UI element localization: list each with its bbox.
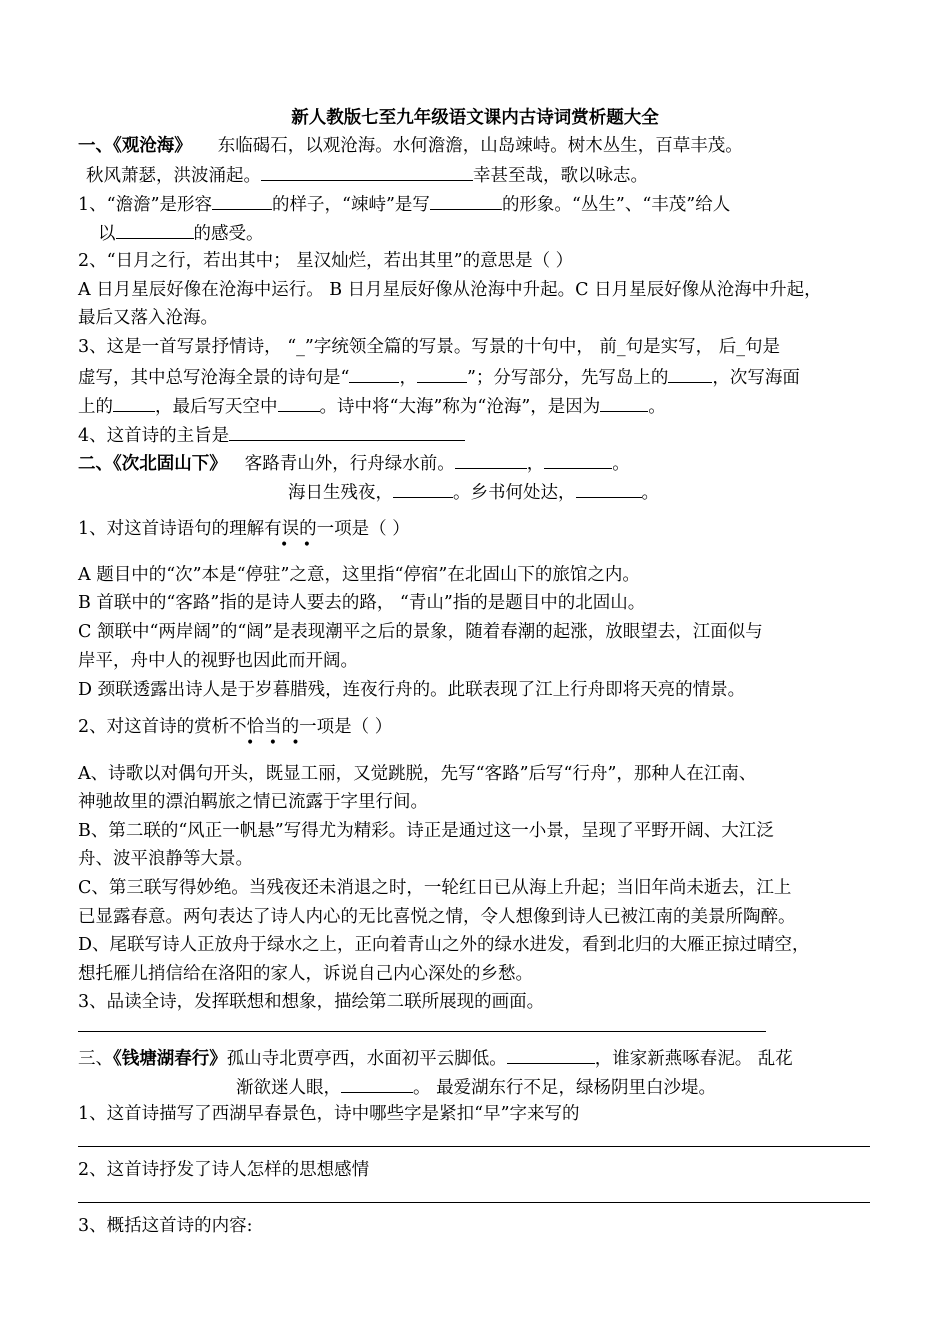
- s1-number: 一、: [78, 136, 113, 156]
- s1-q3-line3: 上的 ，最后写天空中 。诗中将“大海”称为“沧海”，是因为 。: [78, 391, 666, 421]
- s1-q3-line2: 虚写，其中总写沧海全景的诗句是“ ， ”；分写部分，先写岛上的 ，次写海面: [78, 362, 800, 392]
- blank[interactable]: [668, 362, 712, 383]
- s2-q1-option-c-cont: 岸平，舟中人的视野也因此而开阔。: [78, 651, 358, 671]
- document-title: 新人教版七至九年级语文课内古诗词赏析题大全: [291, 108, 659, 128]
- s2-poem-title: 《次北固山下》: [113, 454, 227, 474]
- s3-q1: 1、这首诗描写了西湖早春景色，诗中哪些字是紧扣“早”字来写的: [78, 1104, 580, 1124]
- s2-q2-option-d-cont: 想托雁儿捎信给在洛阳的家人，诉说自己内心深处的乡愁。: [78, 964, 533, 984]
- answer-line[interactable]: [78, 1031, 766, 1032]
- s2-q1-option-c: C 颔联中“两岸阔”的“阔”是表现潮平之后的景象，随着春潮的起涨，放眼望去，江面似与: [78, 622, 763, 642]
- blank[interactable]: [341, 1072, 413, 1093]
- s2-q2: 2、对这首诗的赏析不恰当的一项是（ ）: [78, 717, 393, 737]
- s2-q2-option-c-cont: 已显露春意。两句表达了诗人内心的无比喜悦之情，令人想像到诗人已被江南的美景所陶醉。: [78, 907, 796, 927]
- blank[interactable]: [349, 362, 399, 383]
- s2-q1-option-b: B 首联中的“客路”指的是诗人要去的路， “青山”指的是题目中的北固山。: [78, 593, 646, 613]
- blank[interactable]: [212, 189, 272, 210]
- blank[interactable]: [576, 477, 642, 498]
- s1-q2-options: A 日月星辰好像在沧海中运行。 B 日月星辰好像从沧海中升起。C 日月星辰好像从沧海中升起，: [78, 280, 822, 300]
- blank[interactable]: [116, 218, 194, 239]
- s1-poem-title: 《观沧海》: [113, 136, 192, 156]
- s2-poem-line1: 二、《次北固山下》 客路青山外，行舟绿水前。 ， 。: [78, 448, 630, 478]
- blank[interactable]: [544, 448, 612, 469]
- s1-q3: 3、这是一首写景抒情诗， “_”字统领全篇的写景。写景的十句中， 前_句是实写， 后_句是: [78, 337, 780, 357]
- s2-q2-option-c: C、第三联写得妙绝。当残夜还未消退之时，一轮红日已从海上升起；当旧年尚未逝去，江上: [78, 878, 792, 898]
- s2-poem-line2: 海日生残夜， 。乡书何处达， 。: [288, 477, 659, 507]
- s2-q2-option-d: D、尾联写诗人正放舟于绿水之上，正向着青山之外的绿水进发，看到北归的大雁正掠过晴空，: [78, 935, 810, 955]
- blank[interactable]: [455, 448, 527, 469]
- s2-q2-option-b: B、第二联的“风正一帆悬”写得尤为精彩。诗正是通过这一小景，呈现了平野开阔、大江泛: [78, 821, 774, 841]
- s1-q2-options-cont: 最后又落入沧海。: [78, 308, 218, 328]
- s2-q2-option-b-cont: 舟、波平浪静等大景。: [78, 849, 253, 869]
- blank[interactable]: [113, 391, 155, 412]
- s1-verse1: 东临碣石，以观沧海。水何澹澹，山岛竦峙。树木丛生，百草丰茂。: [217, 136, 743, 156]
- blank[interactable]: [600, 391, 648, 412]
- s3-q3: 3、概括这首诗的内容:: [78, 1216, 253, 1236]
- s3-poem-title: 《钱塘湖春行》: [113, 1049, 227, 1069]
- s3-q2: 2、这首诗抒发了诗人怎样的思想感情: [78, 1160, 370, 1180]
- s2-q1-option-d: D 颈联透露出诗人是于岁暮腊残，连夜行舟的。此联表现了江上行舟即将天亮的情景。: [78, 680, 746, 700]
- answer-line[interactable]: [78, 1146, 870, 1147]
- blank[interactable]: [278, 391, 320, 412]
- s1-q2: 2、“日月之行，若出其中； 星汉灿烂，若出其里”的意思是（ ）: [78, 251, 574, 271]
- s2-q1: 1、对这首诗语句的理解有误的一项是（ ）: [78, 519, 410, 539]
- s3-poem-line2: 渐欲迷人眼， 。 最爱湖东行不足，绿杨阴里白沙堤。: [236, 1072, 716, 1102]
- s2-q1-option-a: A 题目中的“次”本是“停驻”之意，这里指“停宿”在北固山下的旅馆之内。: [78, 565, 640, 585]
- blank[interactable]: [229, 420, 465, 441]
- blank[interactable]: [430, 189, 502, 210]
- blank[interactable]: [261, 160, 473, 181]
- emphasis-dots: • • •: [246, 735, 305, 751]
- s1-q1-cont: 以 的感受。: [98, 218, 264, 248]
- emphasis-dots: • •: [280, 537, 316, 553]
- answer-line[interactable]: [78, 1202, 870, 1203]
- s1-poem-line1: [78, 132, 743, 160]
- s3-poem-line1: 三、《钱塘湖春行》孤山寺北贾亭西，水面初平云脚低。 ，谁家新燕啄春泥。 乱花: [78, 1043, 793, 1073]
- blank[interactable]: [417, 362, 467, 383]
- s2-q2-option-a-cont: 神驰故里的漂泊羁旅之情已流露于字里行间。: [78, 792, 428, 812]
- s1-q4: 4、这首诗的主旨是: [78, 420, 465, 450]
- blank[interactable]: [507, 1043, 595, 1064]
- s1-q1: 1、“澹澹”是形容 的样子，“竦峙”是写 的形象。“丛生”、“丰茂”给人: [78, 189, 730, 219]
- s3-number: 三、: [78, 1049, 113, 1069]
- s2-q3: 3、品读全诗，发挥联想和想象，描绘第二联所展现的画面。: [78, 992, 545, 1012]
- s2-q2-option-a: A、诗歌以对偶句开头，既显工丽，又觉跳脱，先写“客路”后写“行舟”，那种人在江南、: [78, 764, 757, 784]
- blank[interactable]: [393, 477, 453, 498]
- s1-poem-line2: 秋风萧瑟，洪波涌起。 幸甚至哉，歌以咏志。: [86, 160, 648, 190]
- s2-number: 二、: [78, 454, 113, 474]
